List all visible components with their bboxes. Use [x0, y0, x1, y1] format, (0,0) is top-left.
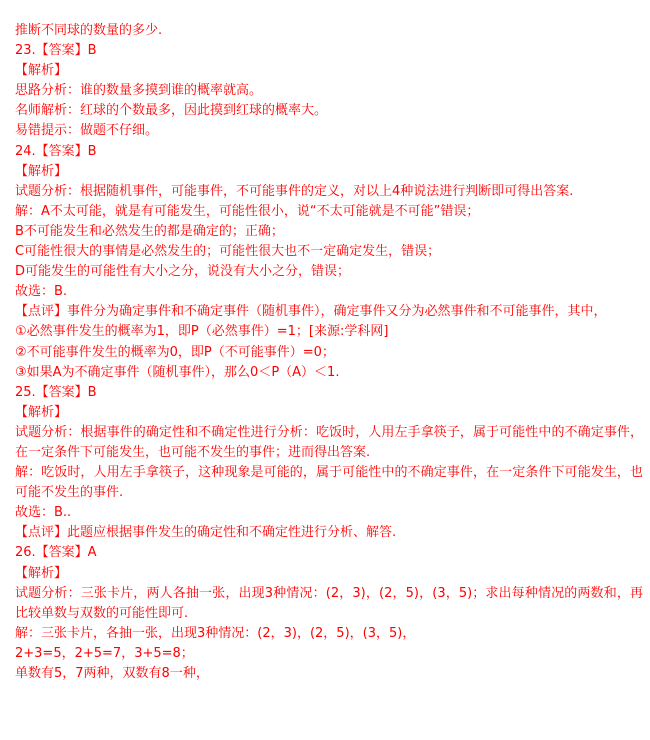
q23-thinking: 思路分析：谁的数量多摸到谁的概率就高。: [15, 83, 263, 99]
q24-solution-c: C可能性很大的事情是必然发生的；可能性很大也不一定确定发生，错误；: [15, 244, 441, 260]
q25-solution: 解：吃饭时，人用左手拿筷子，这种现象是可能的，属于可能性中的不确定事件，在一定条件下可能发生，也可能不发生的事件.: [15, 465, 643, 501]
q24-choice: 故选：B.: [15, 284, 68, 300]
q26-odd-even: 单数有5，7两种，双数有8一种，: [15, 666, 209, 681]
q23-error-tip: 易错提示：做题不仔细。: [15, 123, 159, 139]
q24-solution-b: B不可能发生和必然发生的都是确定的；正确；: [15, 223, 284, 239]
q26-sums: 2+3=5，2+5=7，3+5=8；: [15, 645, 194, 661]
answer-explanation-document: [15, 21, 643, 684]
q25-choice: 故选：B..: [15, 505, 72, 521]
q24-analysis: 试题分析：根据随机事件，可能事件，不可能事件的定义，对以上4种说法进行判断即可得出答案.: [15, 183, 574, 199]
q23-analysis-heading: 【解析】: [15, 63, 68, 79]
q24-solution-a: 解：A不太可能，就是有可能发生，可能性很小，说“不太可能就是不可能”错误；: [15, 203, 480, 219]
q26-analysis: 试题分析：三张卡片，两人各抽一张，出现3种情况：(2，3)，(2，5)，(3，5)；求出每种情况的两数和，再比较单数与双数的可能性即可.: [15, 585, 643, 621]
q25-comment: 【点评】此题应根据事件发生的确定性和不确定性进行分析、解答.: [15, 525, 397, 541]
q26-solution: 解：三张卡片，各抽一张，出现3种情况：(2，3)，(2，5)，(3，5)，: [15, 625, 416, 641]
q24-comment-point-3: ③如果A为不确定事件（随机事件），那么0＜P（A）＜1.: [15, 364, 340, 380]
q24-comment: 【点评】事件分为确定事件和不确定事件（随机事件），确定事件又分为必然事件和不可能事件，其中，: [15, 304, 607, 320]
q25-answer: 25.【答案】B: [15, 384, 97, 400]
text-line-intro: 推断不同球的数量的多少.: [15, 23, 163, 38]
q24-comment-point-2: ②不可能事件发生的概率为0，即P（不可能事件）=0；: [15, 344, 335, 360]
q26-answer: 26.【答案】A: [15, 545, 97, 561]
q26-analysis-heading: 【解析】: [15, 565, 68, 581]
q25-analysis-heading: 【解析】: [15, 404, 68, 420]
q23-teacher-analysis: 名师解析：红球的个数最多，因此摸到红球的概率大。: [15, 103, 328, 119]
q24-analysis-heading: 【解析】: [15, 163, 68, 179]
q24-answer: 24.【答案】B: [15, 143, 97, 159]
q23-answer: 23.【答案】B: [15, 43, 97, 59]
q24-comment-point-1: ①必然事件发生的概率为1，即P（必然事件）=1；[来源:学科网]: [15, 324, 389, 340]
q24-solution-d: D可能发生的可能性有大小之分，说没有大小之分，错误；: [15, 264, 351, 280]
q25-analysis: 试题分析：根据事件的确定性和不确定性进行分析：吃饭时，人用左手拿筷子，属于可能性中的不确定事件，在一定条件下可能发生，也可能不发生的事件；进而得出答案.: [15, 424, 643, 460]
